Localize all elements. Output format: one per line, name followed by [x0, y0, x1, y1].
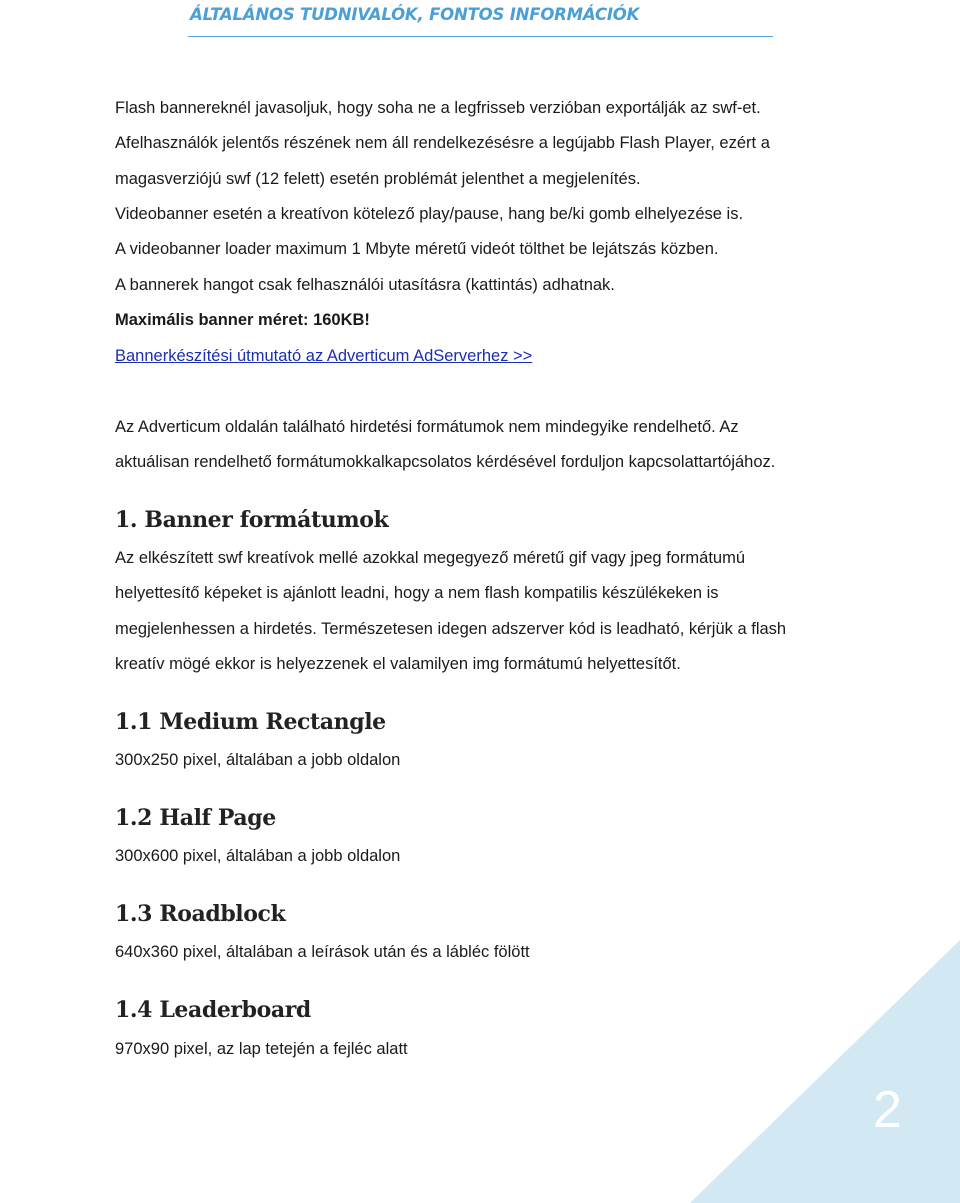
- corner-triangle: [690, 940, 960, 1203]
- intro-line: Afelhasználók jelentős részének nem áll rendelkezésésre a legújabb Flash Player, ezért a: [115, 134, 770, 152]
- header-divider: [188, 36, 773, 37]
- header-title: ÁLTALÁNOS TUDNIVALÓK, FONTOS INFORMÁCIÓK: [190, 5, 640, 24]
- format-heading-half-page: 1.2 Half Page: [115, 805, 276, 831]
- guide-link[interactable]: Bannerkészítési útmutató az Adverticum AdServerhez >>: [115, 347, 533, 365]
- section-line: Az elkészített swf kreatívok mellé azokkal megegyező méretű gif vagy jpeg formátumú: [115, 549, 746, 567]
- section-line: kreatív mögé ekkor is helyezzenek el valamilyen img formátumú helyettesítőt.: [115, 655, 681, 673]
- intro-line: Flash bannereknél javasoljuk, hogy soha ne a legfrisseb verzióban exportálják az swf-et.: [115, 99, 761, 117]
- notice-line: aktuálisan rendelhető formátumokkalkapcsolatos kérdésével forduljon kapcsolattartójához.: [115, 453, 776, 471]
- format-heading-medium-rectangle: 1.1 Medium Rectangle: [115, 709, 386, 735]
- format-heading-leaderboard: 1.4 Leaderboard: [115, 997, 311, 1023]
- format-desc-medium-rectangle: 300x250 pixel, általában a jobb oldalon: [115, 751, 401, 769]
- format-desc-half-page: 300x600 pixel, általában a jobb oldalon: [115, 847, 401, 865]
- max-size-note: Maximális banner méret: 160KB!: [115, 311, 370, 329]
- intro-line: A bannerek hangot csak felhasználói utasításra (kattintás) adhatnak.: [115, 276, 615, 294]
- intro-line: Videobanner esetén a kreatívon kötelező play/pause, hang be/ki gomb elhelyezése is.: [115, 205, 744, 223]
- format-desc-roadblock: 640x360 pixel, általában a leírások után és a lábléc fölött: [115, 943, 530, 961]
- intro-line: magasverziójú swf (12 felett) esetén problémát jelenthet a megjelenítés.: [115, 170, 641, 188]
- section-line: megjelenhessen a hirdetés. Természetesen idegen adszerver kód is leadható, kérjük a flash: [115, 620, 787, 638]
- format-heading-roadblock: 1.3 Roadblock: [115, 901, 286, 927]
- intro-line: A videobanner loader maximum 1 Mbyte méretű videót tölthet be lejátszás közben.: [115, 240, 719, 258]
- section-heading: 1. Banner formátumok: [115, 507, 389, 533]
- page-number: 2: [873, 1081, 902, 1139]
- format-desc-leaderboard: 970x90 pixel, az lap tetején a fejléc alatt: [115, 1040, 408, 1058]
- section-line: helyettesítő képeket is ajánlott leadni, hogy a nem flash kompatilis készülékeken is: [115, 584, 719, 602]
- notice-line: Az Adverticum oldalán található hirdetési formátumok nem mindegyike rendelhető. Az: [115, 418, 739, 436]
